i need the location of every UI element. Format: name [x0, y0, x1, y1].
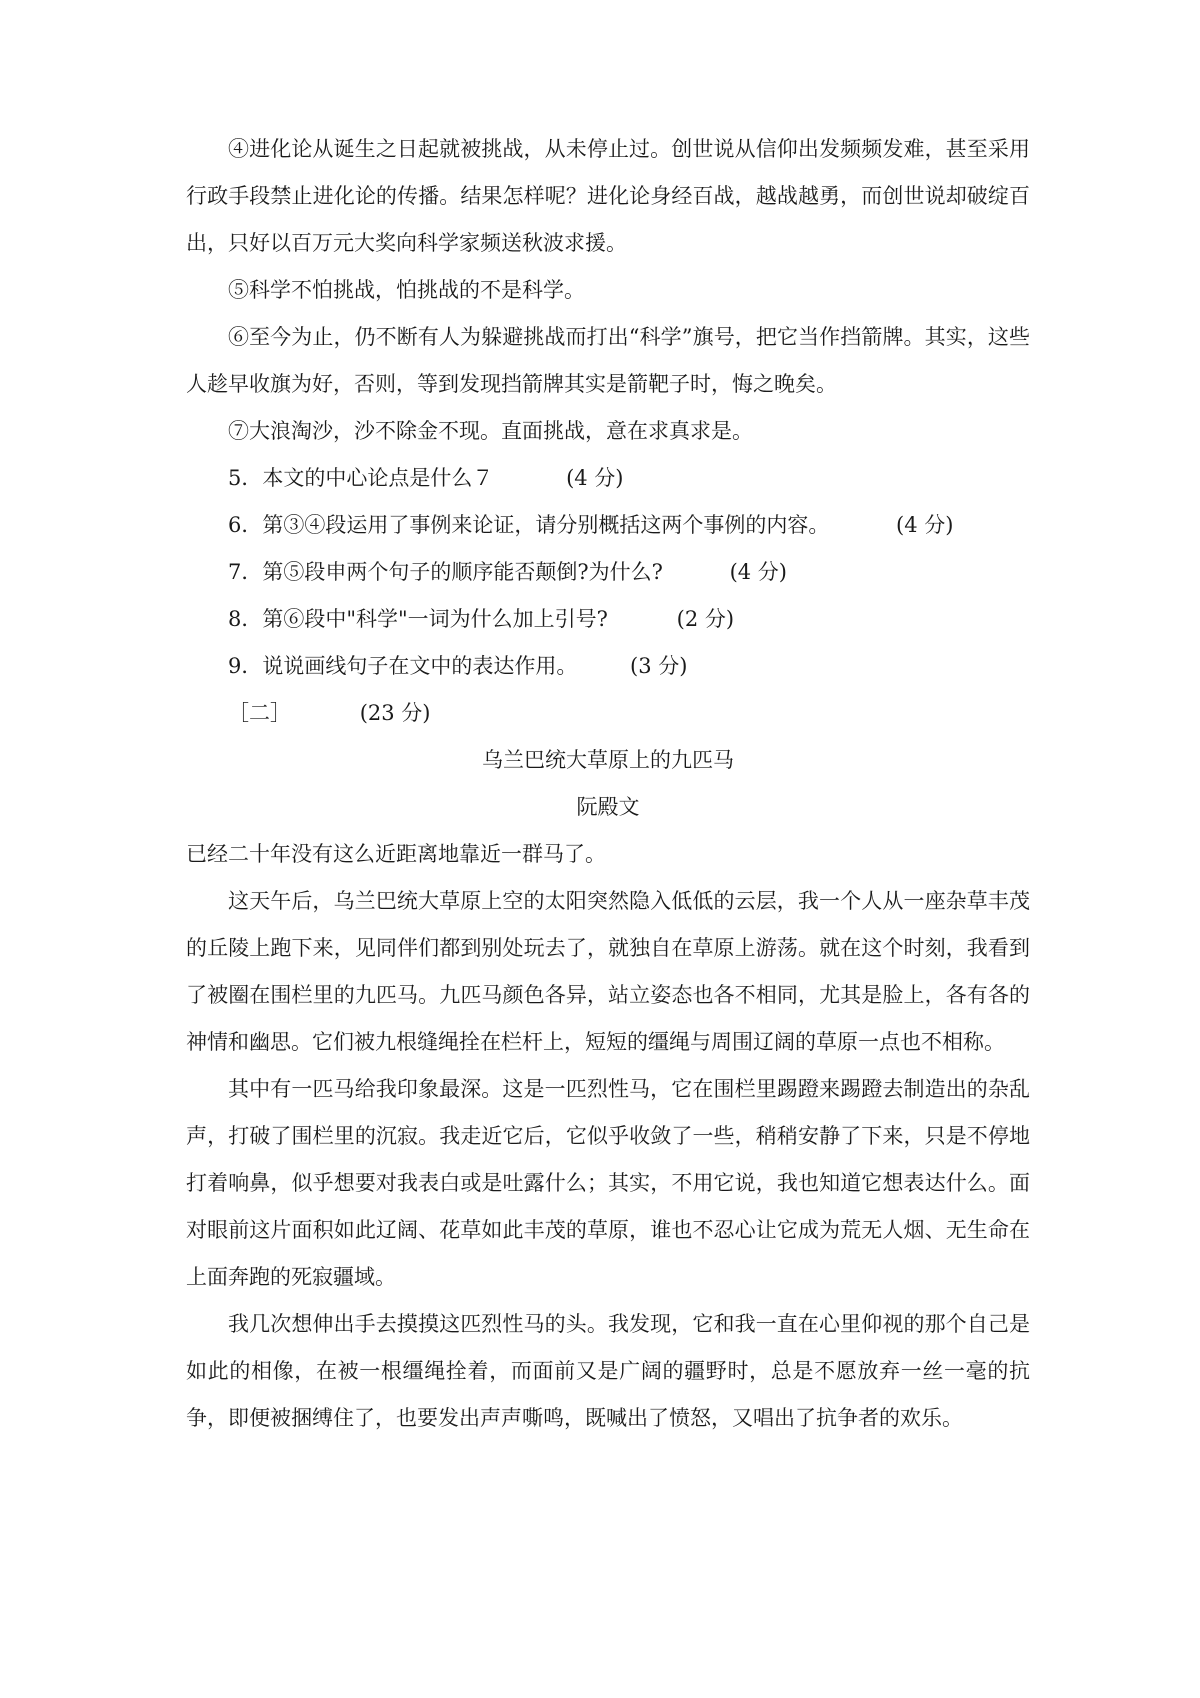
question-5-score: (4 分) — [566, 466, 624, 490]
question-5-text: 5．本文的中心论点是什么７ — [228, 466, 494, 490]
question-6 — [186, 502, 1030, 549]
section-two-score: (23 分) — [359, 701, 431, 725]
question-9 — [186, 643, 1030, 690]
essay-two-paragraph-4: 我几次想伸出手去摸摸这匹烈性马的头。我发现，它和我一直在心里仰视的那个自己是如此的相像，在被一根缰绳拴着，而面前又是广阔的疆野时，总是不愿放弃一丝一毫的抗争，即便被捆缚住了，也要发出声声嘶鸣，既喊出了愤怒，又唱出了抗争者的欢乐。 — [186, 1312, 1030, 1430]
question-8 — [186, 596, 1030, 643]
essay-two-paragraph-1: 已经二十年没有这么近距离地靠近一群马了。 — [186, 842, 606, 866]
question-8-score: (2 分) — [676, 607, 735, 631]
essay-two-author: 阮殿文 — [576, 795, 640, 819]
essay-one-paragraph-5: ⑤科学不怕挑战，怕挑战的不是科学。 — [228, 278, 585, 302]
question-7 — [186, 549, 1030, 596]
question-9-score: (3 分) — [630, 654, 688, 678]
question-6-text: 6．第③④段运用了事例来论证，请分别概括这两个事例的内容。 — [228, 513, 830, 537]
essay-one-paragraph-6: ⑥至今为止，仍不断有人为躲避挑战而打出“科学”旗号，把它当作挡箭牌。其实，这些人趁早收旗为好，否则，等到发现挡箭牌其实是箭靶子时，悔之晚矣。 — [186, 325, 1030, 396]
essay-two-paragraph-3: 其中有一匹马给我印象最深。这是一匹烈性马，它在围栏里踢蹬来踢蹬去制造出的杂乱声，打破了围栏里的沉寂。我走近它后，它似乎收敛了一些，稍稍安静了下来，只是不停地打着响鼻，似乎想要对我表白或是吐露什么；其实，不用它说，我也知道它想表达什么。面对眼前这片面积如此辽阔、花草如此丰茂的草原，谁也不忍心让它成为荒无人烟、无生命在上面奔跑的死寂疆域。 — [186, 1077, 1030, 1289]
question-6-score: (4 分) — [896, 513, 954, 537]
section-two-heading — [186, 690, 1030, 737]
essay-two-paragraph-2: 这天午后，乌兰巴统大草原上空的太阳突然隐入低低的云层，我一个人从一座杂草丰茂的丘陵上跑下来，见同伴们都到别处玩去了，就独自在草原上游荡。就在这个时刻，我看到了被圈在围栏里的九匹马。九匹马颜色各异，站立姿态也各不相同，尤其是脸上，各有各的神情和幽思。它们被九根缝绳拴在栏杆上，短短的缰绳与周围辽阔的草原一点也不相称。 — [186, 889, 1030, 1054]
question-9-text: 9．说说画线句子在文中的表达作用。 — [228, 654, 578, 678]
section-two-label: ［二］ — [228, 701, 291, 725]
question-8-text: 8．第⑥段中"科学"一词为什么加上引号? — [228, 607, 608, 631]
essay-one-paragraph-4: ④进化论从诞生之日起就被挑战，从未停止过。创世说从信仰出发频频发难，甚至采用行政手段禁止进化论的传播。结果怎样呢？进化论身经百战，越战越勇，而创世说却破绽百出，只好以百万元大奖向科学家频送秋波求援。 — [186, 137, 1030, 255]
question-7-score: (4 分) — [729, 560, 787, 584]
question-7-text: 7．第⑤段申两个句子的顺序能否颠倒?为什么? — [228, 560, 663, 584]
question-5 — [186, 455, 1030, 502]
essay-one-paragraph-7: ⑦大浪淘沙，沙不除金不现。直面挑战，意在求真求是。 — [228, 419, 753, 443]
essay-two-title: 乌兰巴统大草原上的九匹马 — [482, 748, 734, 772]
